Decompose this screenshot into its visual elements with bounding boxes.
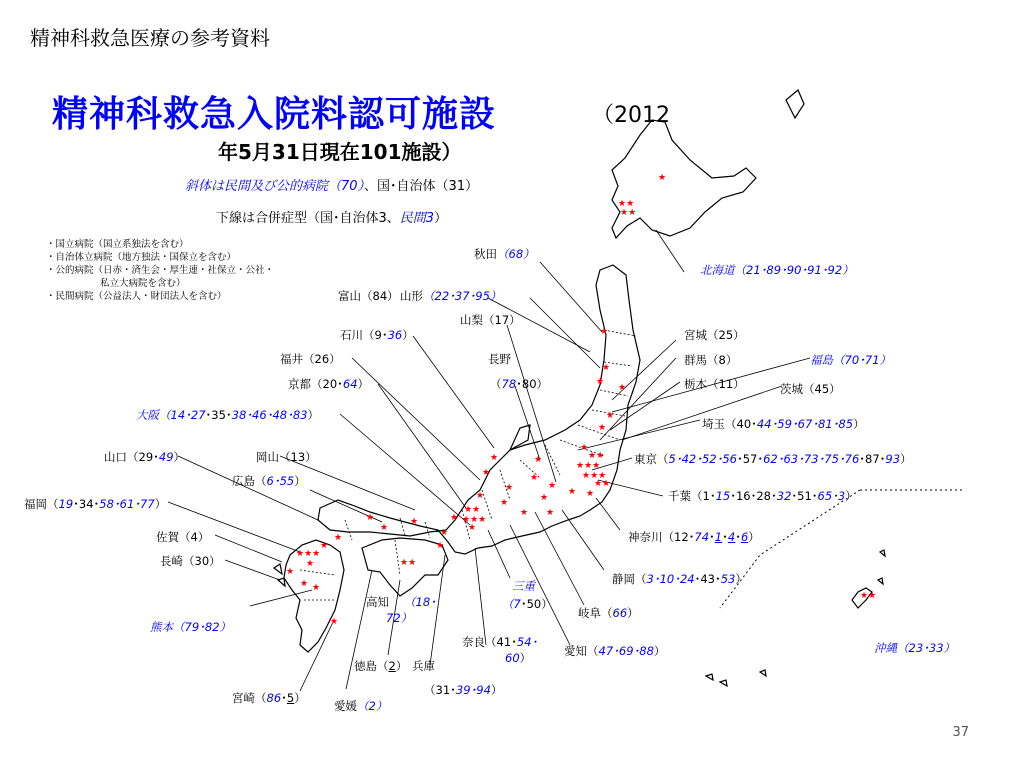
label-mie: 三重 (512, 579, 535, 593)
label-kochi-values-2: 72） (386, 611, 413, 625)
label-fukuoka: 福岡（19･34･58･61･77） (24, 497, 167, 511)
svg-text:★: ★ (468, 523, 477, 533)
svg-text:★: ★ (540, 493, 549, 503)
svg-text:★: ★ (598, 423, 607, 433)
note-italic-legend: 斜体は民間及び公的病院（70）、国･自治体（31） (185, 179, 479, 194)
okinawa-inset-border (720, 490, 965, 608)
label-nagasaki: 長崎（30） (160, 554, 221, 568)
label-toyama: 富山（84） (338, 289, 399, 303)
legend-item: ・公的病院（日赤・済生会・厚生連・社保立・公社・ (46, 265, 275, 276)
svg-text:★: ★ (312, 583, 321, 593)
label-tochigi: 栃木（11） (684, 377, 745, 391)
svg-text:★★: ★★ (860, 591, 877, 601)
svg-text:★★: ★★ (588, 451, 605, 461)
svg-text:★: ★ (568, 487, 577, 497)
label-okayama: 岡山（13） (256, 450, 317, 464)
label-kochi-values: （18･ (404, 595, 436, 609)
label-aichi: 愛知（47･69･88） (564, 644, 666, 658)
svg-text:★★: ★★ (620, 208, 637, 218)
label-chiba: 千葉（1･15･16･28･32･51･65･3） (668, 489, 857, 503)
legend-item: ・民間病院（公益法人・財団法人を含む） (46, 291, 227, 302)
label-ibaraki: 茨城（45） (780, 382, 841, 396)
svg-text:★★: ★★ (464, 505, 481, 515)
svg-text:★: ★ (618, 383, 627, 393)
svg-text:★★★: ★★★ (582, 471, 607, 481)
svg-text:★: ★ (300, 579, 309, 589)
label-saitama: 埼玉（40･44･59･67･81･85） (702, 417, 865, 431)
svg-text:★: ★ (320, 541, 329, 551)
label-akita: 秋田（68） (474, 247, 535, 261)
label-ehime: 愛媛（2） (334, 699, 388, 713)
label-shizuoka: 静岡（3･10･24･43･53） (612, 572, 747, 586)
label-fukui: 福井（26） (280, 352, 341, 366)
svg-text:★: ★ (658, 173, 667, 183)
svg-text:★: ★ (600, 327, 609, 337)
svg-text:★: ★ (530, 473, 539, 483)
label-nara-2: 60） (505, 651, 532, 665)
svg-text:★: ★ (534, 455, 543, 465)
page-title: 精神科救急入院料認可施設 (52, 94, 497, 135)
label-osaka: 大阪（14･27･35･38･46･48･83） (136, 408, 319, 422)
hokkaido-outline (612, 120, 756, 238)
svg-text:★: ★ (482, 468, 491, 478)
legend-item: ・国立病院（国立系独法を含む） (46, 239, 189, 250)
label-kochi: 高知 (366, 595, 389, 609)
legend-item: ・自治体立病院（地方独法・国保立を含む） (46, 252, 237, 263)
svg-text:★: ★ (450, 513, 459, 523)
label-gunma: 群馬（8） (684, 353, 738, 367)
svg-text:★: ★ (490, 453, 499, 463)
svg-text:★: ★ (436, 541, 445, 551)
label-nagano: 長野 (488, 352, 511, 366)
label-hokkaido: 北海道（21･89･90･91･92） (700, 263, 854, 277)
svg-text:★: ★ (334, 533, 343, 543)
facility-stars (286, 173, 876, 627)
label-kanagawa: 神奈川（12･74･1･4･6） (628, 530, 760, 544)
svg-text:★: ★ (596, 377, 605, 387)
label-gifu: 岐阜（66） (578, 606, 639, 620)
svg-text:★: ★ (330, 617, 339, 627)
page-number: 37 (952, 725, 969, 740)
label-hyogo-values: （31･39･94） (424, 683, 503, 697)
svg-text:★: ★ (520, 508, 529, 518)
label-saga: 佐賀（4） (156, 530, 210, 544)
label-fukushima: 福島（70･71） (810, 353, 892, 367)
svg-text:★: ★ (586, 489, 595, 499)
note-underline-legend: 下線は合併症型（国･自治体3、民間3） (216, 211, 448, 226)
label-kyoto: 京都（20･64） (288, 377, 370, 391)
label-yamaguchi: 山口（29･49） (104, 450, 186, 464)
svg-text:★★: ★★ (400, 558, 417, 568)
subtitle-year: （2012 (592, 103, 670, 128)
label-hyogo: 兵庫 (412, 659, 435, 673)
kyushu-islands (274, 564, 285, 586)
label-ishikawa: 石川（9･36） (340, 328, 414, 342)
subtitle-date: 年5月31日現在101施設） (218, 140, 462, 164)
svg-text:★★: ★★ (594, 479, 611, 489)
label-okinawa: 沖縄（23･33） (874, 641, 956, 655)
svg-text:★: ★ (548, 481, 557, 491)
label-kumamoto: 熊本（79･82） (150, 620, 232, 634)
svg-text:★: ★ (380, 523, 389, 533)
svg-text:★: ★ (366, 513, 375, 523)
svg-text:★: ★ (546, 508, 555, 518)
svg-text:★: ★ (306, 559, 315, 569)
svg-text:★★★: ★★★ (576, 461, 601, 471)
label-miyagi: 宮城（25） (684, 328, 745, 342)
label-miyazaki: 宮崎（86･5） (232, 691, 306, 705)
label-hiroshima: 広島（6･55） (232, 474, 306, 488)
header-text: 精神科救急医療の参考資料 (30, 26, 270, 50)
label-nara: 奈良（41･54･ (462, 635, 538, 649)
svg-text:★★★: ★★★ (296, 549, 321, 559)
label-yamanashi: 山梨（17） (460, 313, 521, 327)
svg-text:★: ★ (410, 517, 419, 527)
svg-text:★: ★ (505, 483, 514, 493)
svg-text:★: ★ (580, 443, 589, 453)
legend-item: 私立大病院を含む） (100, 278, 186, 289)
svg-text:★★★: ★★★ (462, 515, 487, 525)
svg-text:★★: ★★ (618, 199, 635, 209)
svg-text:★: ★ (606, 411, 615, 421)
label-yamagata: 山形（22･37･95） (400, 289, 502, 303)
label-nagano-values: （78･80） (490, 377, 549, 391)
label-mie-values: （7･50） (502, 597, 553, 611)
label-tokyo: 東京（5･42･52･56･57･62･63･73･75･76･87･93） (634, 452, 912, 466)
svg-text:★: ★ (286, 567, 295, 577)
svg-text:★: ★ (500, 498, 509, 508)
svg-text:★: ★ (440, 528, 449, 538)
hokkaido-tip (786, 90, 804, 118)
label-tokushima: 徳島（2） (354, 659, 408, 673)
svg-text:★: ★ (476, 491, 485, 501)
svg-text:★: ★ (602, 363, 611, 373)
